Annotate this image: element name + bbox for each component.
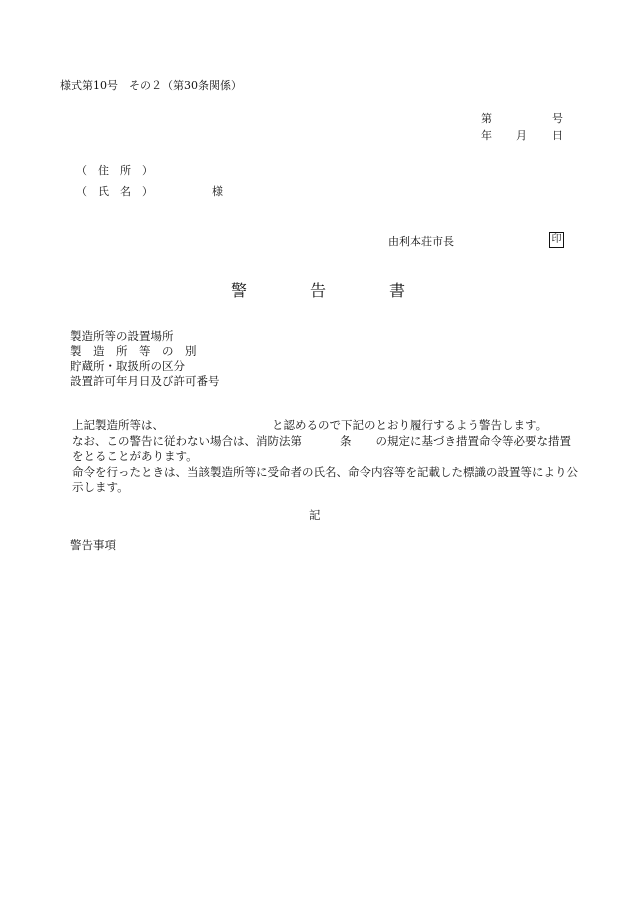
form-number: 様式第10号 その２（第30条関係） [60, 79, 242, 92]
date-day: 日 [552, 129, 563, 142]
body-line2-a: なお、この警告に従わない場合は、消防法第 [72, 433, 302, 448]
body-paragraph-3 [60, 465, 580, 496]
recipient-honorific: 様 [212, 185, 223, 198]
field-facility-type: 製 造 所 等 の 別 [70, 344, 197, 358]
body-line2-b: 条 [340, 433, 352, 448]
body-line3: 命令を行ったときは、当該製造所等に受命者の氏名、命令内容等を記載した標識の設置等により公示します。 [72, 464, 578, 494]
seal-mark: 印 [549, 232, 564, 248]
warning-items-label: 警告事項 [70, 538, 116, 552]
ki-heading: 記 [309, 508, 321, 522]
body-line1-start: 上記製造所等は、 [72, 418, 164, 432]
date-year: 年 [481, 129, 492, 142]
body-text [60, 418, 580, 496]
document-title-char-2: 告 [310, 281, 327, 300]
issuer-title: 由利本荘市長 [388, 235, 454, 248]
field-permit-date-number: 設置許可年月日及び許可番号 [70, 374, 220, 388]
body-paragraph-2 [60, 434, 580, 465]
recipient-name-label: （ 氏 名 ） [76, 185, 153, 198]
field-installation-location: 製造所等の設置場所 [70, 329, 174, 343]
document-number-go: 号 [552, 112, 563, 125]
document-number-dai: 第 [481, 112, 492, 125]
field-storage-handling-category: 貯蔵所・取扱所の区分 [70, 359, 185, 373]
body-line1-end: と認めるので下記のとおり履行するよう警告します。 [272, 418, 548, 432]
date-month: 月 [516, 129, 527, 142]
document-title-char-1: 警 [231, 281, 248, 300]
recipient-address-label: （ 住 所 ） [76, 164, 153, 177]
document-title-char-3: 書 [389, 281, 406, 300]
body-paragraph-1 [60, 418, 580, 434]
body-line2-c: の規定に基づき措置命令等必要な措置をとることがあります。 [72, 433, 571, 463]
